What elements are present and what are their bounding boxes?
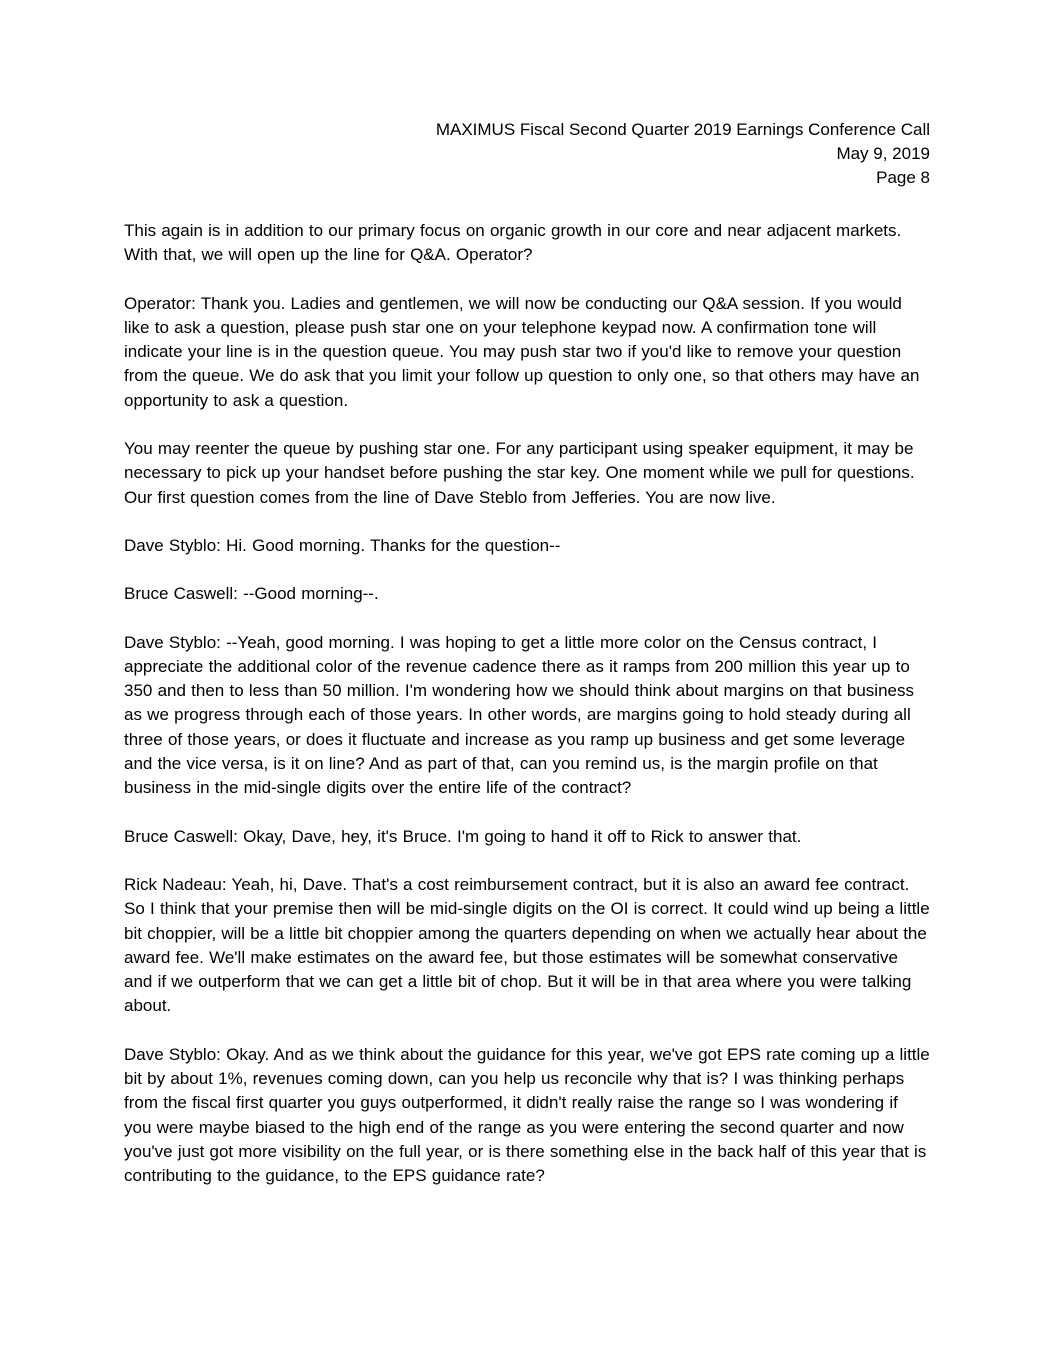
transcript-paragraph: Dave Styblo: Hi. Good morning. Thanks for the question--: [124, 535, 561, 555]
document-header: [124, 118, 930, 190]
transcript-paragraph: Operator: Thank you. Ladies and gentlemen, we will now be conducting our Q&A session. If you would like to ask a question, please push star one on your telephone keypad now. A confirmation tone will indicate your line is in the question queue. You may push star two if you'd like to remove your question from the queue. We do ask that you limit your follow up question to only one, so that others may have an opportunity to ask a question.: [124, 293, 920, 410]
transcript-body: [124, 219, 930, 1189]
transcript-paragraph: Bruce Caswell: --Good morning--.: [124, 584, 379, 604]
header-page-number: Page 8: [876, 168, 930, 187]
header-title: MAXIMUS Fiscal Second Quarter 2019 Earnings Conference Call: [435, 120, 930, 139]
transcript-paragraph: Dave Styblo: --Yeah, good morning. I was hoping to get a little more color on the Census contract, I appreciate the additional color of the revenue cadence there as it ramps from 200 million this year up to 350 and then to less than 50 million. I'm wondering how we should think about margins on that business as we progress through each of those years. In other words, are margins going to hold steady during all three of those years, or does it fluctuate and increase as you ramp up business and get some leverage and the vice versa, is it on line? And as part of that, can you remind us, is the margin profile on that business in the mid-single digits over the entire life of the contract?: [124, 632, 914, 798]
transcript-paragraph: Dave Styblo: Okay. And as we think about the guidance for this year, we've got EPS rate coming up a little bit by about 1%, revenues coming down, can you help us reconcile why that is? I was thinking perhaps from the fiscal first quarter you guys outperformed, it didn't really raise the range so I was wondering if you were maybe biased to the high end of the range as you were entering the second quarter and now you've just got more visibility on the full year, or is there something else in the back half of this year that is contributing to the guidance, to the EPS guidance rate?: [124, 1044, 930, 1186]
header-date: May 9, 2019: [836, 144, 930, 163]
transcript-paragraph: Rick Nadeau: Yeah, hi, Dave. That's a cost reimbursement contract, but it is also an award fee contract. So I think that your premise then will be mid-single digits on the OI is correct. It could wind up being a little bit choppier, will be a little bit choppier among the quarters depending on when we actually hear about the award fee. We'll make estimates on the award fee, but those estimates will be somewhat conservative and if we outperform that we can get a little bit of chop. But it will be in that area where you were talking about.: [124, 874, 930, 1016]
transcript-paragraph: You may reenter the queue by pushing star one. For any participant using speaker equipment, it may be necessary to pick up your handset before pushing the star key. One moment while we pull for questions. Our first question comes from the line of Dave Steblo from Jefferies. You are now live.: [124, 439, 915, 507]
transcript-paragraph: Bruce Caswell: Okay, Dave, hey, it's Bruce. I'm going to hand it off to Rick to answer that.: [124, 826, 802, 846]
transcript-paragraph: This again is in addition to our primary focus on organic growth in our core and near adjacent markets. With that, we will open up the line for Q&A. Operator?: [124, 221, 902, 265]
